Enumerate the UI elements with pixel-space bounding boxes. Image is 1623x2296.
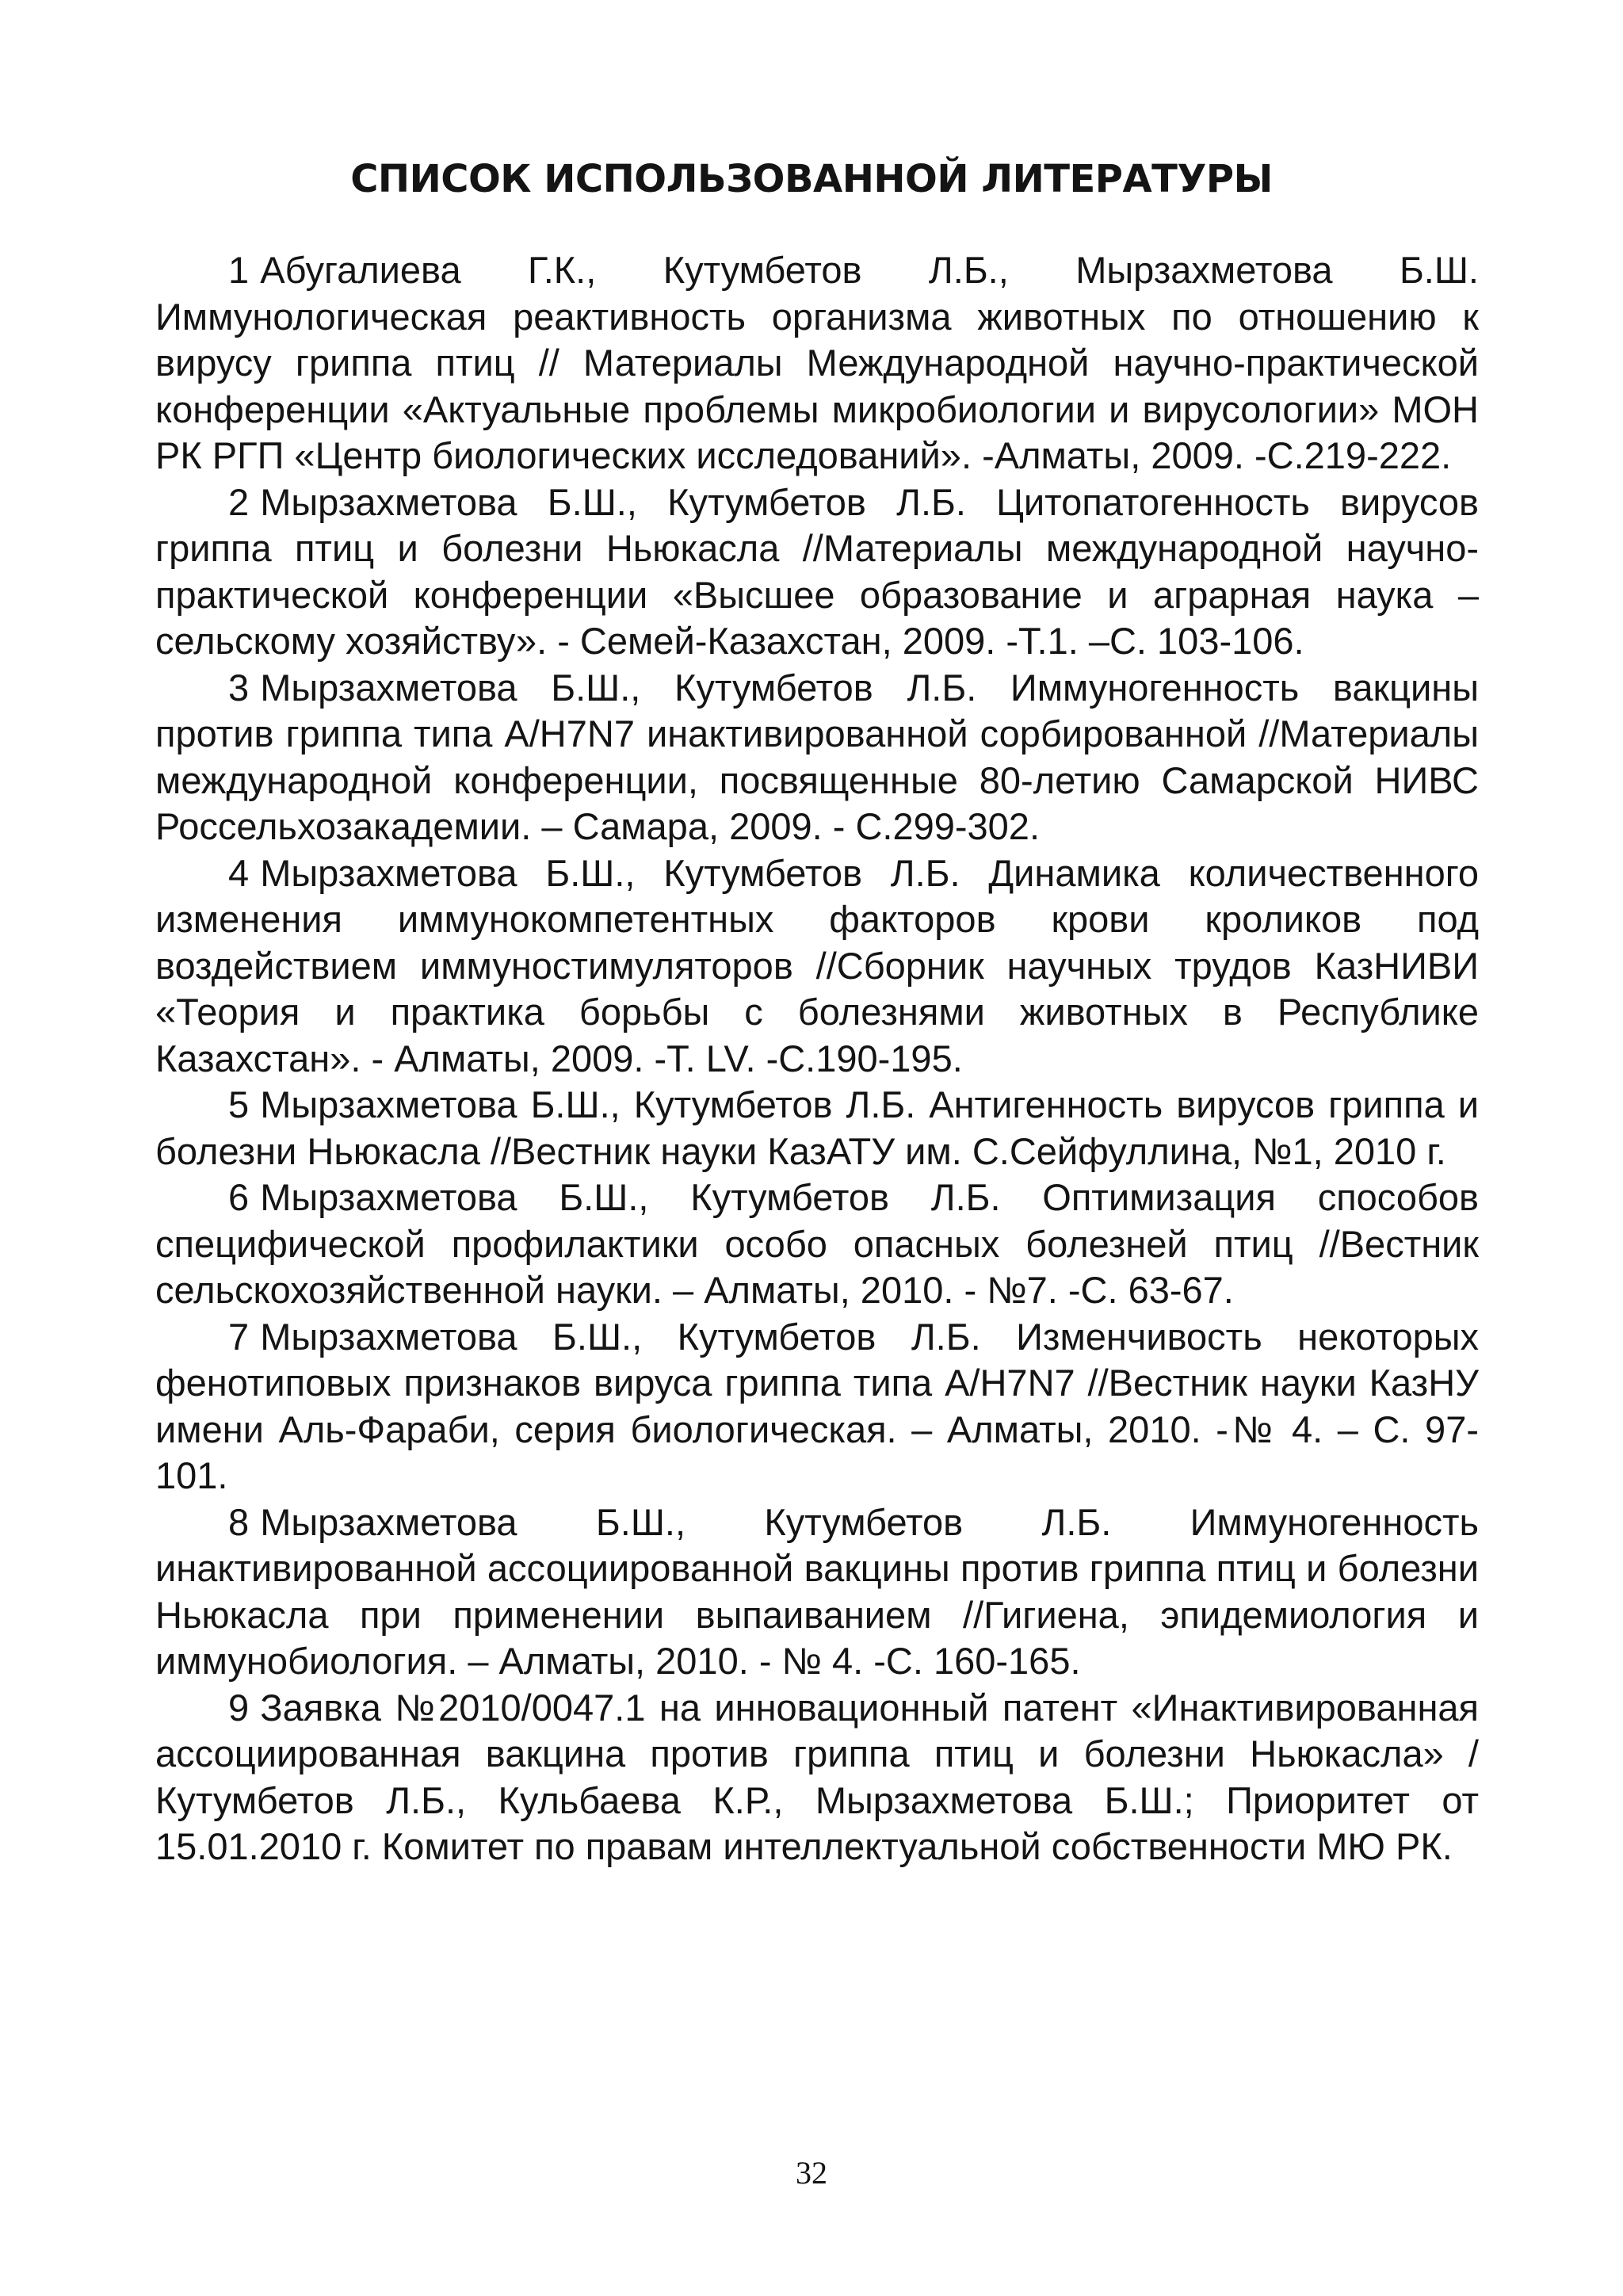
- reference-item-7: [155, 1314, 1479, 1499]
- reference-number: 7: [228, 1315, 250, 1358]
- reference-text: Мырзахметова Б.Ш., Кутумбетов Л.Б. Оптимизация способов специфической профилактики особо опасных болезней птиц //Вестник сельскохозяйственной науки. – Алматы, 2010. - №7. -С. 63-67.: [155, 1176, 1479, 1311]
- reference-number: 4: [228, 851, 250, 894]
- reference-item-1: [155, 247, 1479, 479]
- reference-item-4: [155, 850, 1479, 1083]
- reference-number: 5: [228, 1083, 250, 1125]
- reference-number: 6: [228, 1176, 250, 1218]
- reference-item-9: [155, 1685, 1479, 1870]
- page-number: 32: [796, 2155, 827, 2191]
- reference-number: 9: [228, 1686, 250, 1729]
- reference-text: Абугалиева Г.К., Кутумбетов Л.Б., Мырзахметова Б.Ш. Иммунологическая реактивность организма животных по отношению к вирусу гриппа птиц // Материалы Международной научно-практической конференции «Актуальные проблемы микробиологии и вирусологии» МОН РК РГП «Центр биологических исследований». -Алматы, 2009. -С.219-222.: [155, 249, 1479, 476]
- reference-text: Заявка №2010/0047.1 на инновационный патент «Инактивированная ассоциированная вакцина против гриппа птиц и болезни Ньюкасла» / Кутумбетов Л.Б., Кульбаева К.Р., Мырзахметова Б.Ш.; Приоритет от 15.01.2010 г. Комитет по правам интеллектуальной собственности МЮ РК.: [155, 1686, 1479, 1867]
- reference-number: 3: [228, 666, 250, 709]
- reference-text: Мырзахметова Б.Ш., Кутумбетов Л.Б. Антигенность вирусов гриппа и болезни Ньюкасла //Вестник науки КазАТУ им. С.Сейфуллина, №1, 2010 г.: [155, 1083, 1479, 1172]
- reference-text: Мырзахметова Б.Ш., Кутумбетов Л.Б. Иммуногенность вакцины против гриппа типа А/Н7N7 инактивированной сорбированной //Материалы международной конференции, посвященные 80-летию Самарской НИВС Россельхозакадемии. – Самара, 2009. - С.299-302.: [155, 666, 1479, 847]
- reference-number: 1: [228, 249, 250, 291]
- page-title: СПИСОК ИСПОЛЬЗОВАННОЙ ЛИТЕРАТУРЫ: [350, 157, 1273, 201]
- reference-item-6: [155, 1175, 1479, 1314]
- reference-number: 8: [228, 1500, 250, 1543]
- reference-item-2: [155, 479, 1479, 665]
- reference-item-8: [155, 1499, 1479, 1685]
- reference-text: Мырзахметова Б.Ш., Кутумбетов Л.Б. Иммуногенность инактивированной ассоциированной вакцины против гриппа птиц и болезни Ньюкасла при применении выпаиванием //Гигиена, эпидемиология и иммунобиология. – Алматы, 2010. - № 4. -С. 160-165.: [155, 1500, 1479, 1682]
- reference-text: Мырзахметова Б.Ш., Кутумбетов Л.Б. Цитопатогенность вирусов гриппа птиц и болезни Ньюкасла //Материалы международной научно-практической конференции «Высшее образование и аграрная наука – сельскому хозяйству». - Семей-Казахстан, 2009. -Т.1. –С. 103-106.: [155, 480, 1479, 662]
- reference-list: [155, 247, 1479, 1870]
- reference-item-3: [155, 665, 1479, 850]
- reference-text: Мырзахметова Б.Ш., Кутумбетов Л.Б. Изменчивость некоторых фенотиповых признаков вируса гриппа типа А/Н7N7 //Вестник науки КазНУ имени Аль-Фараби, серия биологическая. – Алматы, 2010. -№ 4. – С. 97-101.: [155, 1315, 1479, 1496]
- reference-text: Мырзахметова Б.Ш., Кутумбетов Л.Б. Динамика количественного изменения иммунокомпетентных факторов крови кроликов под воздействием иммуностимуляторов //Сборник научных трудов КазНИВИ «Теория и практика борьбы с болезнями животных в Республике Казахстан». - Алматы, 2009. -Т. LV. -С.190-195.: [155, 851, 1479, 1079]
- reference-number: 2: [228, 480, 250, 523]
- reference-item-5: [155, 1082, 1479, 1175]
